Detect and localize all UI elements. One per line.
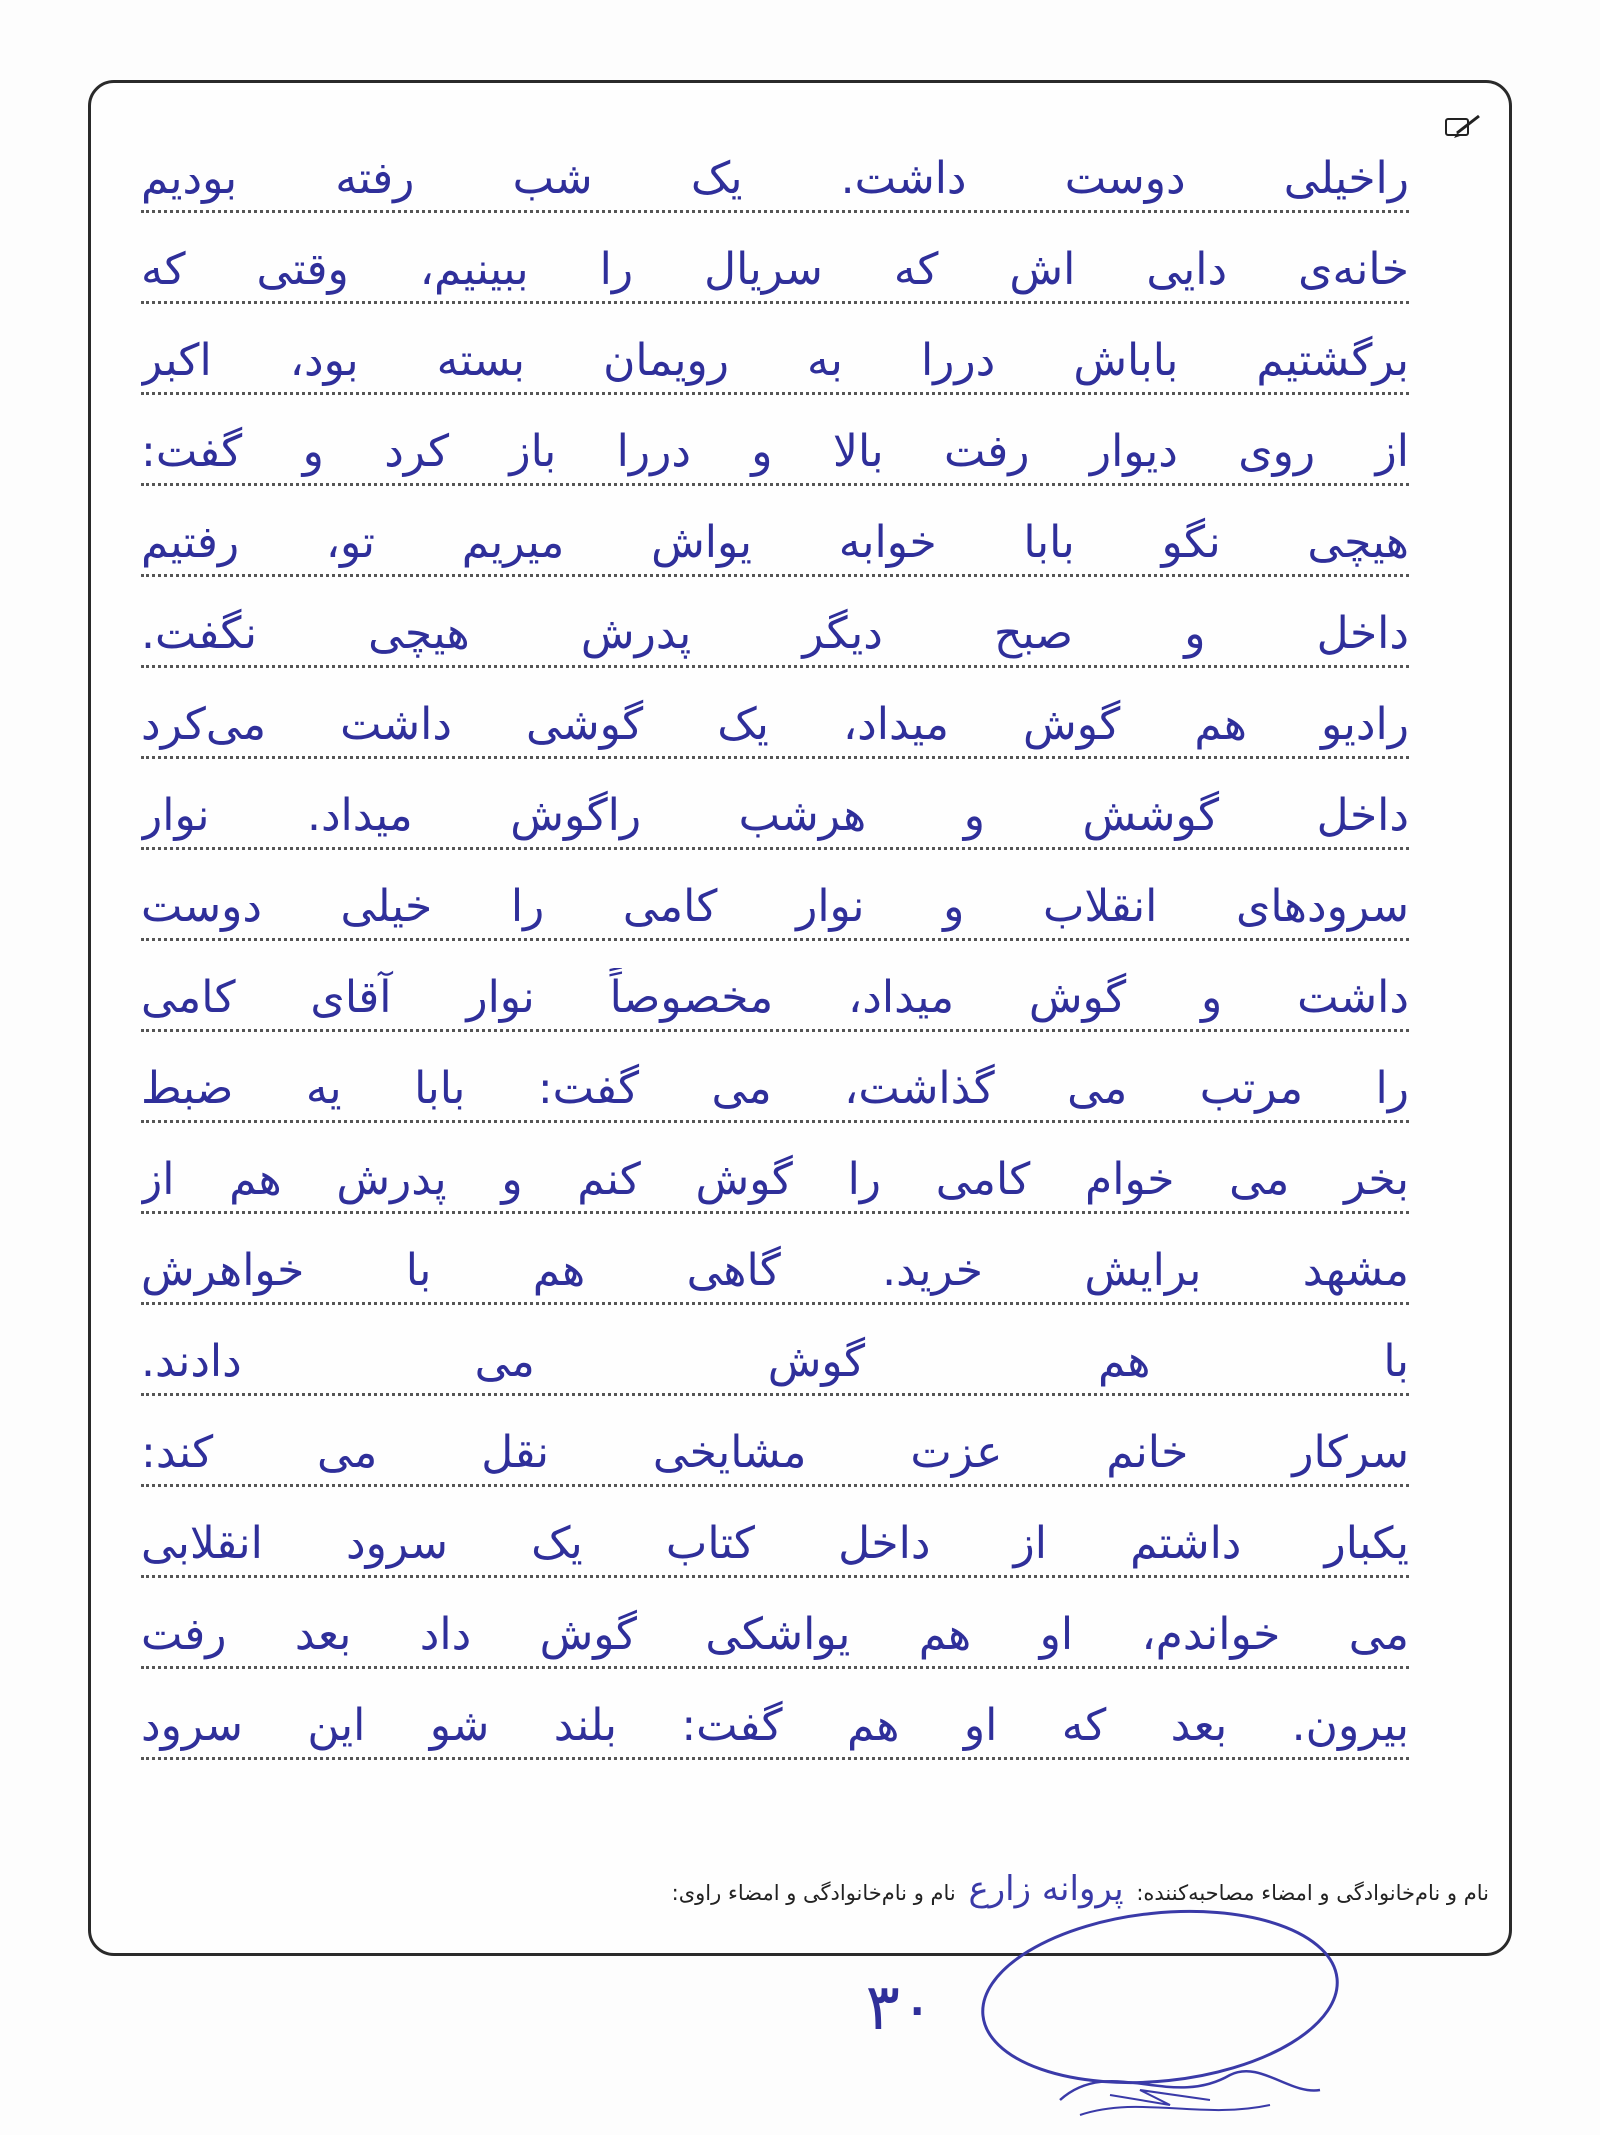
handwritten-line [141,507,1409,587]
handwritten-line [141,598,1409,678]
interviewer-label: نام و نام‌خانوادگی و امضاء مصاحبه‌کننده: [1136,1881,1489,1905]
dotted-rule [141,1484,1409,1487]
handwritten-line [141,1326,1409,1406]
dotted-rule [141,210,1409,213]
line-text: سرکار خانم عزت مشایخی نقل می کند: [141,1427,1409,1478]
line-text: داخل و صبح دیگر پدرش هیچی نگفت. [141,608,1409,659]
handwritten-line [141,1508,1409,1588]
dotted-rule [141,1029,1409,1032]
dotted-rule [141,665,1409,668]
dotted-rule [141,847,1409,850]
line-text: بخر می خوام کامی را گوش کنم و پدرش هم از [141,1154,1409,1205]
handwritten-line [141,416,1409,496]
handwritten-line [141,1599,1409,1679]
pen-icon [1443,113,1483,141]
handwritten-line [141,1144,1409,1224]
handwritten-line [141,689,1409,769]
line-text: می خواندم، او هم یواشکی گوش داد بعد رفت [141,1609,1409,1660]
line-text: خانه‌ی دایی اش که سریال را ببینیم، وقتی که [141,244,1409,295]
handwritten-line [141,780,1409,860]
line-text: یکبار داشتم از داخل کتاب یک سرود انقلابی [141,1518,1409,1569]
line-text: سرودهای انقلاب و نوار کامی را خیلی دوست [141,881,1409,932]
dotted-rule [141,483,1409,486]
page-number: ۳۰ [865,1971,935,2045]
dotted-rule [141,574,1409,577]
line-text: داخل گوشش و هرشب راگوش میداد. نوار [141,790,1409,841]
dotted-rule [141,1211,1409,1214]
dotted-rule [141,1393,1409,1396]
dotted-rule [141,1666,1409,1669]
dotted-rule [141,1757,1409,1760]
handwritten-line [141,1417,1409,1497]
line-text: را مرتب می گذاشت، می گفت: بابا یه ضبط [141,1063,1409,1114]
handwritten-lines [141,83,1409,1953]
line-text: داشت و گوش میداد، مخصوصاً نوار آقای کامی [141,972,1409,1023]
dotted-rule [141,1120,1409,1123]
handwritten-line [141,962,1409,1042]
line-text: هیچی نگو بابا خوابه یواش میریم تو، رفتیم [141,517,1409,568]
interviewer-name: پروانه زارع [968,1869,1124,1909]
dotted-rule [141,756,1409,759]
line-text: از روی دیوار رفت بالا و دررا باز کرد و گفت: [141,426,1409,477]
line-text: مشهد برایش خرید. گاهی هم با خواهرش [141,1245,1409,1296]
dotted-rule [141,1575,1409,1578]
line-text: برگشتیم باباش دررا به رویمان بسته بود، اکبر [141,335,1409,386]
handwritten-line [141,1235,1409,1315]
line-text: بیرون. بعد که او هم گفت: بلند شو این سرود [141,1700,1409,1751]
dotted-rule [141,1302,1409,1305]
handwritten-line [141,1690,1409,1770]
line-text: رادیو هم گوش میداد، یک گوشی داشت می‌کرد [141,699,1409,750]
dotted-rule [141,392,1409,395]
line-text: راخیلی دوست داشت. یک شب رفته بودیم [141,153,1409,204]
dotted-rule [141,301,1409,304]
handwritten-line [141,143,1409,223]
handwritten-line [141,325,1409,405]
line-text: با هم گوش می دادند. [141,1336,1409,1387]
handwritten-line [141,234,1409,314]
dotted-rule [141,938,1409,941]
handwritten-line [141,871,1409,951]
lined-frame [88,80,1512,1956]
handwritten-line [141,1053,1409,1133]
narrator-label: نام و نام‌خانوادگی و امضاء راوی: [671,1881,956,1905]
